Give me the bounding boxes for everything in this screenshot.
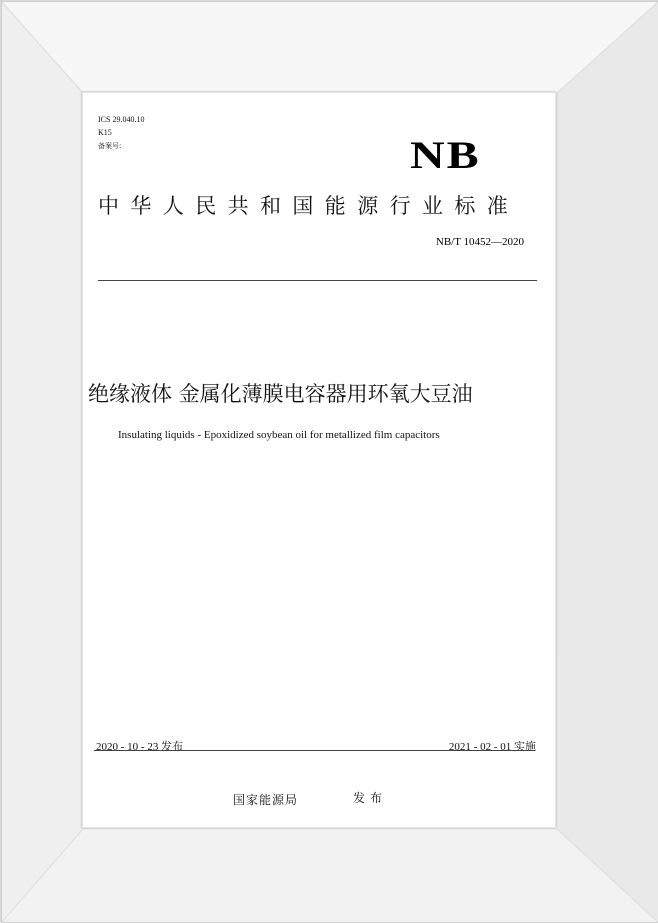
date-divider: [94, 750, 535, 751]
header-divider: [98, 280, 537, 281]
industry-standard-title: 中华人民共和国能源行业标准: [98, 193, 519, 219]
implementation-date: 2021 - 02 - 01 实施: [449, 738, 536, 754]
issue-date: 2020 - 10 - 23 发布: [96, 738, 183, 754]
publish-label: 发布: [353, 789, 387, 806]
document-title-english: Insulating liquids - Epoxidized soybean oil for metallized film capacitors: [118, 429, 440, 441]
publisher-name: 国家能源局: [233, 791, 298, 808]
ccs-code: K15: [98, 127, 112, 139]
ics-code: ICS 29.040.10: [98, 114, 144, 126]
standard-code: NB/T 10452—2020: [436, 236, 524, 248]
record-number-label: 备案号:: [98, 140, 121, 152]
nb-logo: NB: [410, 136, 481, 175]
document-title-chinese: 绝缘液体 金属化薄膜电容器用环氧大豆油: [88, 381, 473, 407]
